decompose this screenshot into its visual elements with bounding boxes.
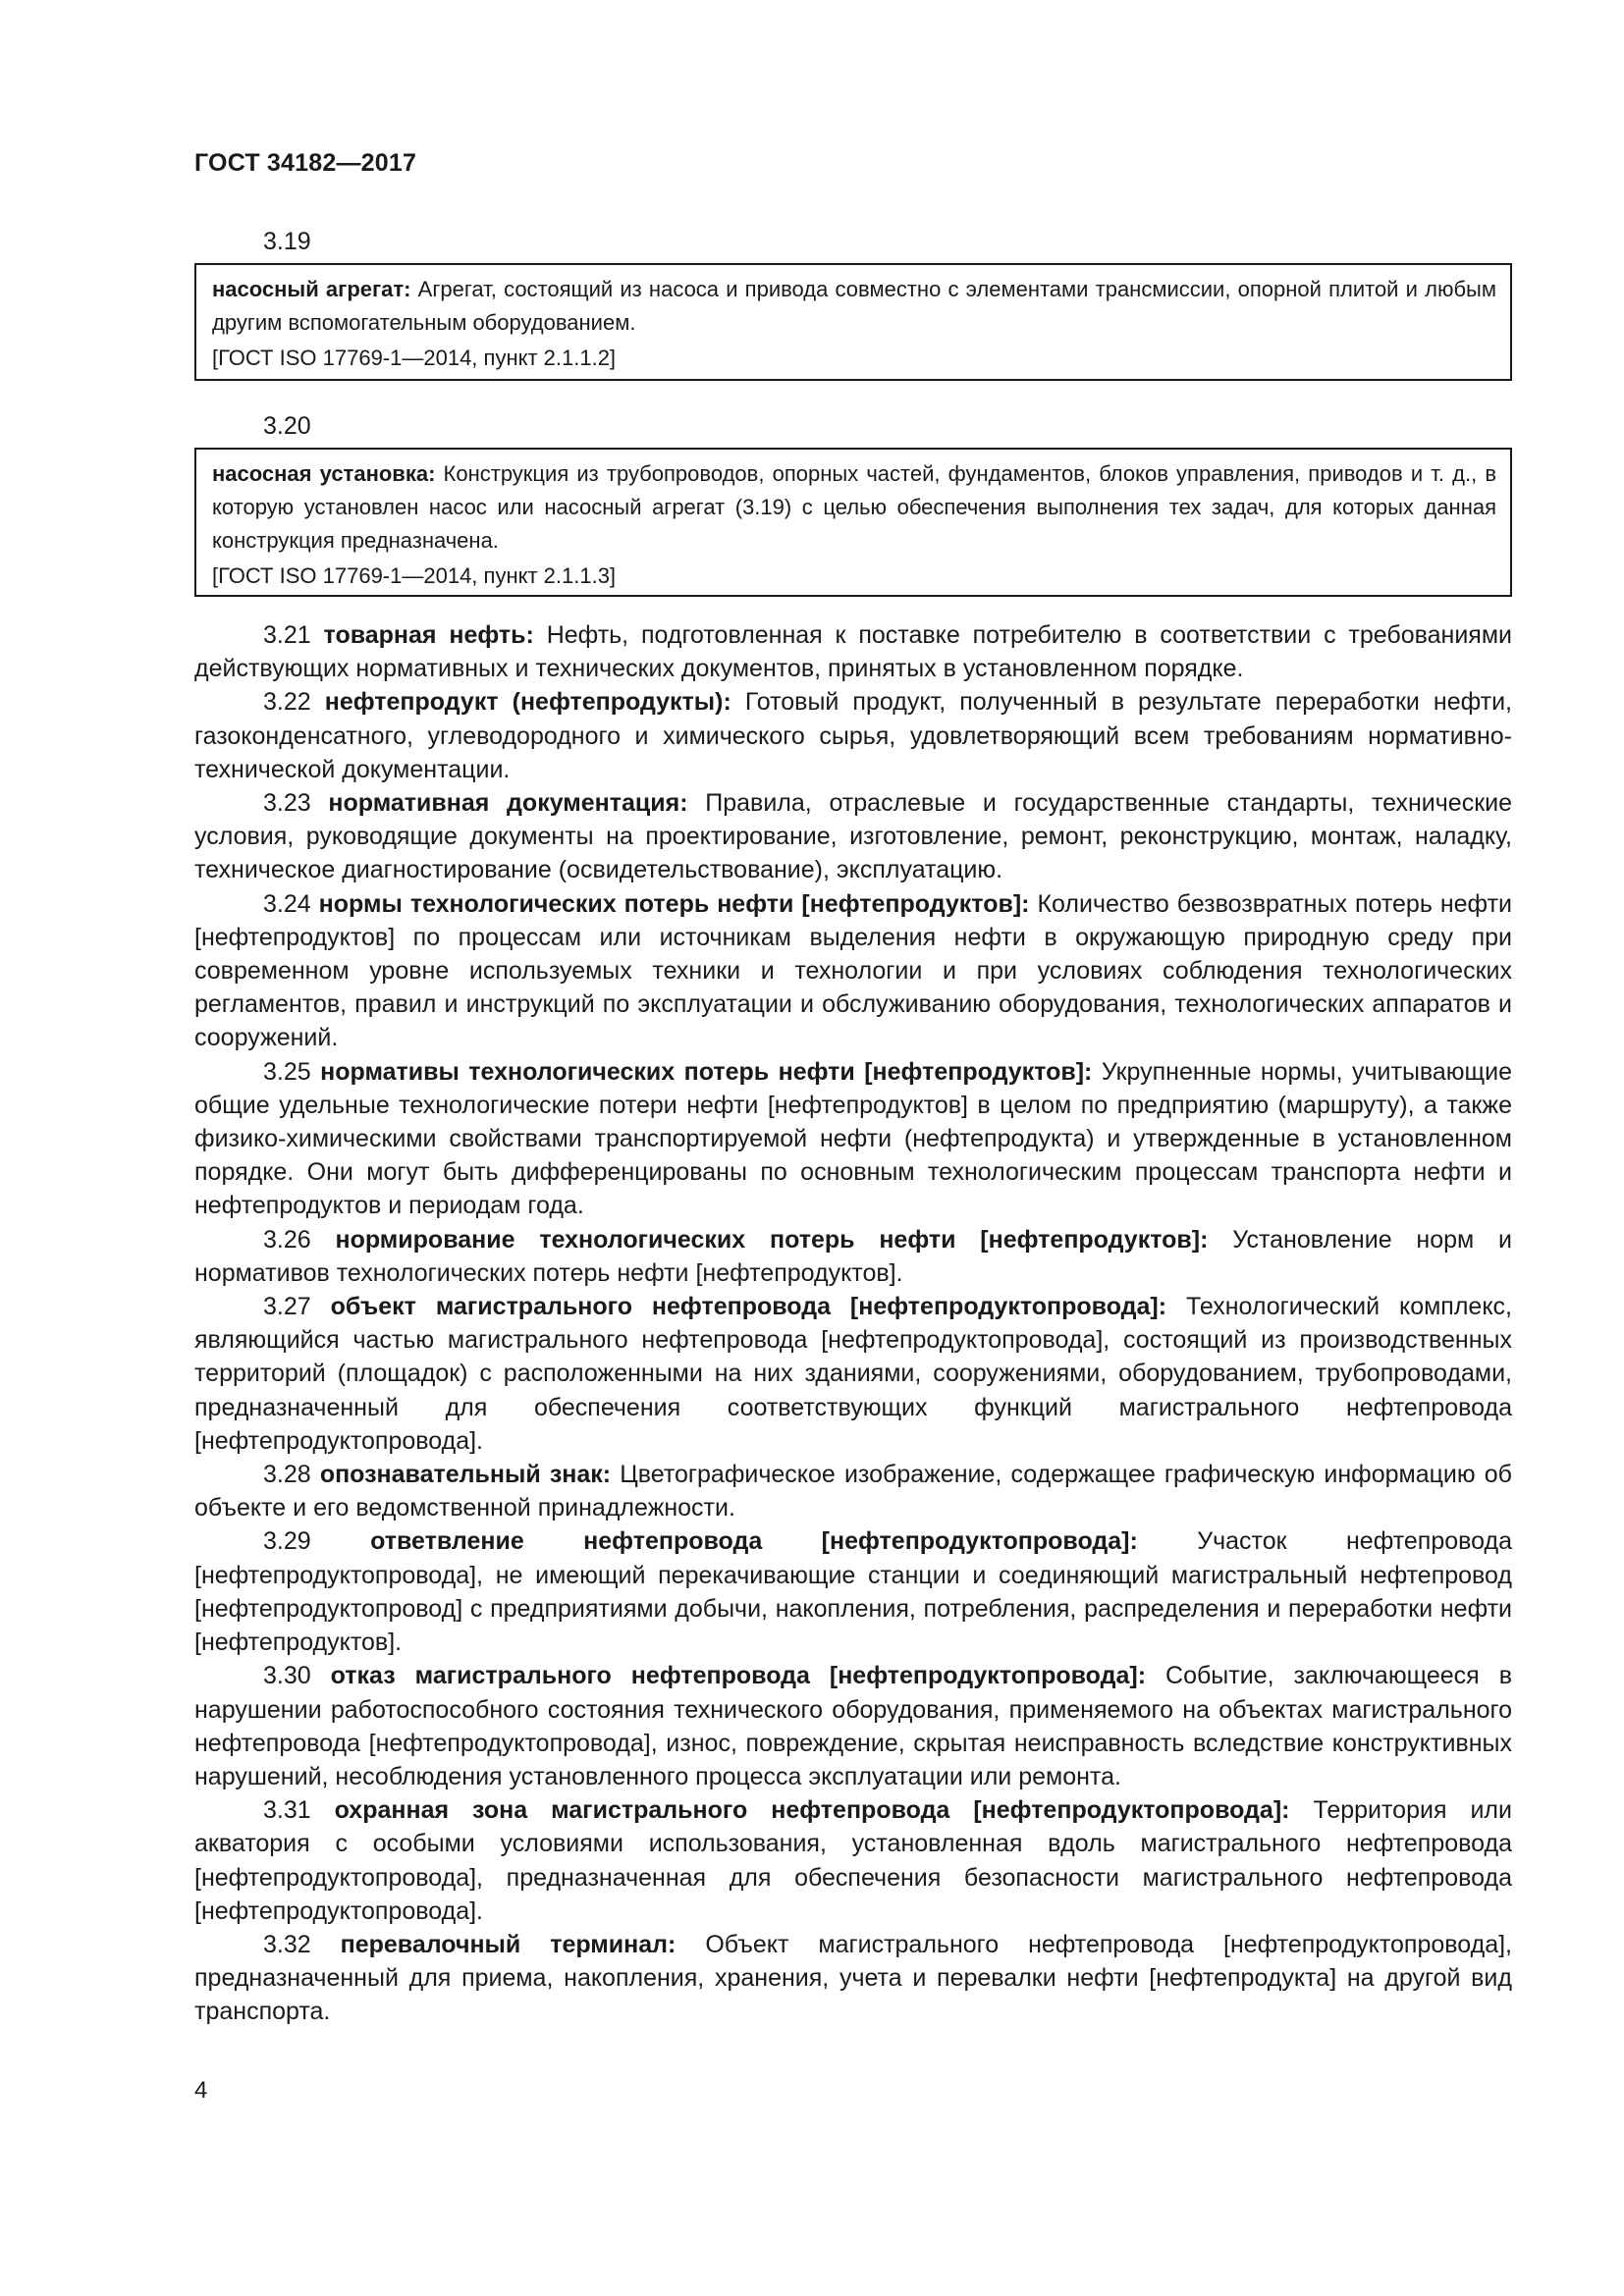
term-paragraph [194, 1928, 1512, 2029]
term-number-3-19: 3.19 [263, 228, 311, 255]
terms-body [194, 618, 1512, 2029]
term-paragraph [194, 1524, 1512, 1659]
term-name: объект магистрального нефтепровода [нефтепродуктопровода]: [330, 1293, 1167, 1321]
term-paragraph [194, 1793, 1512, 1928]
term-paragraph [194, 1223, 1512, 1290]
term-name: ответвление нефтепровода [нефтепродуктопровода]: [370, 1527, 1138, 1556]
term-name: нормативы технологических потерь нефти [нефтепродуктов]: [320, 1057, 1093, 1086]
boxed-definition-3-19 [194, 263, 1512, 381]
term-number: 3.22 [263, 688, 311, 717]
term-source: [ГОСТ ISO 17769-1—2014, пункт 2.1.1.2] [212, 346, 617, 370]
term-definition: Установление норм и нормативов технологических потерь нефти [нефтепродуктов]. [194, 1225, 1512, 1287]
term-paragraph [194, 786, 1512, 887]
term-name: перевалочный терминал: [340, 1930, 677, 1958]
term-number-3-20: 3.20 [263, 412, 311, 440]
term-number: 3.27 [263, 1293, 311, 1321]
term-paragraph [194, 887, 1512, 1055]
term-definition: Агрегат, состоящий из насоса и привода совместно с элементами трансмиссии, опорной плитой и любым другим вспомогательным оборудованием. [212, 277, 1496, 335]
term-number: 3.30 [263, 1662, 311, 1690]
term-number: 3.21 [263, 621, 311, 649]
term-name: нормы технологических потерь нефти [нефтепродуктов]: [318, 889, 1030, 918]
term-definition: Цветографическое изображение, содержащее графическую информацию об объекте и его ведомственной принадлежности. [194, 1461, 1512, 1522]
term-definition: Объект магистрального нефтепровода [нефтепродуктопровода], предназначенный для приема, накопления, хранения, учета и перевалки нефти [нефтепродукта] на другой вид транспорта. [194, 1930, 1513, 2026]
term-paragraph [194, 685, 1512, 786]
term-definition: Готовый продукт, полученный в результате переработки нефти, газоконденсатного, углеводородного и химического сырья, удовлетворяющий всем требованиям нормативно-технической документации. [194, 688, 1512, 783]
term-paragraph [194, 1458, 1512, 1524]
term-name: насосный агрегат: [212, 277, 411, 301]
term-number: 3.32 [263, 1930, 311, 1958]
term-definition: Территория или акватория с особыми условиями использования, установленная вдоль магистрального нефтепровода [нефтепродуктопровода], предназначенная для обеспечения безопасности магистрального нефтепровода [нефтепродуктопровода]. [194, 1796, 1512, 1925]
term-number: 3.29 [263, 1527, 311, 1556]
term-definition: Правила, отраслевые и государственные стандарты, технические условия, руководящие документы на проектирование, изготовление, ремонт, реконструкцию, монтаж, наладку, техническое диагностирование (освидетельствование), эксплуатацию. [194, 789, 1513, 884]
boxed-definition-text [212, 273, 1496, 340]
term-definition: Событие, заключающееся в нарушении работоспособного состояния технического оборудования, применяемого на объектах магистрального нефтепровода [нефтепродуктопровода], износ, повреждение, скрытая неисправность вследствие конструктивных нарушений, несоблюдения установленного процесса эксплуатации или ремонта. [194, 1662, 1512, 1790]
term-paragraph [194, 1055, 1512, 1223]
term-name: отказ магистрального нефтепровода [нефтепродуктопровода]: [330, 1662, 1147, 1690]
boxed-definition-text [212, 457, 1496, 558]
term-name: товарная нефть: [323, 621, 534, 649]
term-name: охранная зона магистрального нефтепровода [нефтепродуктопровода]: [334, 1796, 1290, 1825]
term-number: 3.23 [263, 789, 311, 818]
document-header: ГОСТ 34182—2017 [194, 149, 417, 177]
term-paragraph [194, 1290, 1512, 1458]
term-name: нормирование технологических потерь нефти [нефтепродуктов]: [335, 1225, 1209, 1254]
term-number: 3.31 [263, 1796, 311, 1825]
page-number: 4 [194, 2077, 208, 2104]
term-number: 3.26 [263, 1225, 311, 1254]
term-name: нефтепродукт (нефтепродукты): [324, 688, 731, 717]
term-paragraph [194, 1659, 1512, 1793]
term-definition: Конструкция из трубопроводов, опорных частей, фундаментов, блоков управления, приводов и т. д., в которую установлен насос или насосный агрегат (3.19) с целью обеспечения выполнения тех задач, для которых данная конструкция предназначена. [212, 461, 1497, 553]
term-number: 3.28 [263, 1461, 311, 1489]
term-definition: Участок нефтепровода [нефтепродуктопровода], не имеющий перекачивающие станции и соединяющий магистральный нефтепровод [нефтепродуктопровод] с предприятиями добычи, накопления, потребления, распределения и переработки нефти [нефтепродуктов]. [194, 1527, 1512, 1657]
term-number: 3.24 [263, 889, 311, 918]
term-definition: Технологический комплекс, являющийся частью магистрального нефтепровода [нефтепродуктопровода], состоящий из производственных территорий (площадок) с расположенными на них зданиями, сооружениями, оборудованием, трубопроводами, предназначенный для обеспечения соответствующих функций магистрального нефтепровода [нефтепродуктопровода]. [194, 1293, 1512, 1455]
term-paragraph [194, 618, 1512, 685]
term-definition: Нефть, подготовленная к поставке потребителю в соответствии с требованиями действующих нормативных и технических документов, принятых в установленном порядке. [194, 621, 1512, 683]
term-name: нормативная документация: [328, 789, 688, 818]
term-source: [ГОСТ ISO 17769-1—2014, пункт 2.1.1.3] [212, 563, 617, 588]
term-name: насосная установка: [212, 461, 436, 486]
boxed-definition-3-20 [194, 448, 1512, 597]
term-definition: Количество безвозвратных потерь нефти [нефтепродуктов] по процессам или источникам выделения нефти в окружающую природную среду при современном уровне используемых техники и технологии и при условиях соблюдения технологических регламентов, правил и инструкций по эксплуатации и обслуживанию оборудования, технологических аппаратов и сооружений. [194, 889, 1512, 1052]
term-name: опознавательный знак: [319, 1461, 612, 1489]
term-number: 3.25 [263, 1057, 311, 1086]
term-definition: Укрупненные нормы, учитывающие общие удельные технологические потери нефти [нефтепродуктов] в целом по предприятию (маршруту), а также физико-химическими свойствами транспортируемой нефти (нефтепродукта) и утвержденные в установленном порядке. Они могут быть дифференцированы по основным технологическим процессам транспорта нефти и нефтепродуктов и периодам года. [194, 1057, 1512, 1220]
